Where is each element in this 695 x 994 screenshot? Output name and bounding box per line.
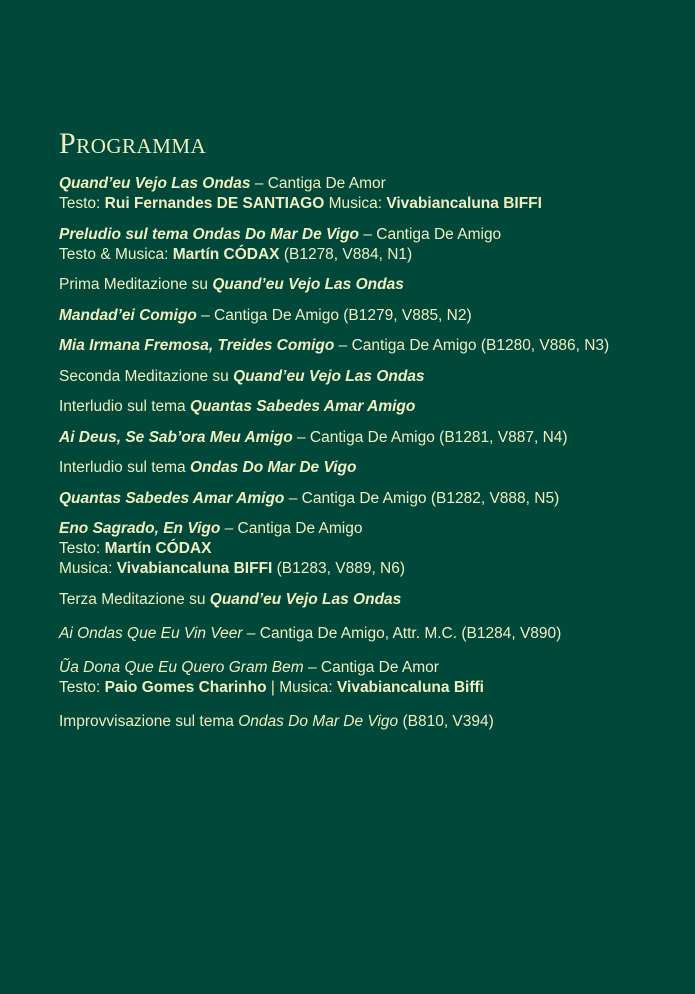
text-segment: Testo: <box>59 678 105 696</box>
text-segment: Testo: <box>59 540 105 557</box>
program-item-line <box>59 590 679 610</box>
program-item-line <box>59 489 679 509</box>
program-item-line <box>59 174 679 194</box>
program-item <box>59 397 679 417</box>
text-segment: Seconda Meditazione su <box>59 367 234 385</box>
program-item <box>59 367 679 387</box>
program-item <box>59 658 679 698</box>
page-title: Programma <box>59 127 207 160</box>
program-item-line <box>59 245 679 265</box>
program-item <box>59 712 679 732</box>
emphasis-segment: Quantas Sabedes Amar Amigo <box>59 489 285 507</box>
emphasis-segment: Martín CÓDAX <box>104 540 212 557</box>
program-item-line <box>59 397 679 417</box>
program-item-line <box>59 428 679 448</box>
emphasis-segment: Preludio sul tema Ondas Do Mar De Vigo <box>59 225 360 243</box>
program-list <box>59 174 679 732</box>
program-item-line <box>59 519 679 539</box>
program-item <box>59 174 679 214</box>
text-segment: – Cantiga De Amor <box>250 175 386 192</box>
program-item-line <box>59 678 679 698</box>
text-segment: Interludio sul tema <box>59 459 190 476</box>
text-segment: Musica: <box>324 195 387 212</box>
text-segment: Musica: <box>59 560 117 577</box>
text-segment: – Cantiga De Amigo (B1281, V887, N4) <box>292 428 568 446</box>
program-item <box>59 275 679 295</box>
program-item <box>59 428 679 448</box>
text-segment: Improvvisazione sul tema <box>59 712 239 730</box>
program-item <box>59 336 679 356</box>
text-segment: – Cantiga De Amigo (B1279, V885, N2) <box>196 306 472 324</box>
text-segment: – Cantiga De Amor <box>303 658 439 676</box>
program-item-line <box>59 225 679 245</box>
program-item-line <box>59 336 679 356</box>
program-item-line <box>59 458 679 478</box>
text-segment: – Cantiga De Amigo <box>359 225 502 243</box>
program-page <box>59 126 679 742</box>
emphasis-segment: Quand’eu Vejo Las Ondas <box>209 590 402 608</box>
emphasis-segment: Ondas Do Mar De Vigo <box>238 712 399 730</box>
text-segment: | <box>266 678 280 696</box>
text-segment: (B1283, V889, N6) <box>272 560 406 577</box>
emphasis-segment: Quand’eu Vejo Las Ondas <box>212 276 404 293</box>
emphasis-segment: Vivabiancaluna BIFFI <box>116 560 273 577</box>
program-item <box>59 225 679 265</box>
emphasis-segment: Paio Gomes Charinho <box>104 678 267 696</box>
text-segment: Testo: <box>59 195 105 212</box>
program-item <box>59 489 679 509</box>
program-item-line <box>59 275 679 295</box>
emphasis-segment: Quand’eu Vejo Las Ondas <box>59 175 251 192</box>
text-segment: – Cantiga De Amigo <box>220 520 363 537</box>
emphasis-segment: Vivabiancaluna Biffi <box>336 678 484 696</box>
text-segment: – Cantiga De Amigo (B1280, V886, N3) <box>334 337 610 354</box>
text-segment: Prima Meditazione su <box>59 276 213 293</box>
text-segment: Terza Meditazione su <box>59 590 210 608</box>
emphasis-segment: Rui Fernandes DE SANTIAGO <box>104 195 325 212</box>
text-segment: (B810, V394) <box>398 712 494 730</box>
program-item <box>59 624 679 644</box>
program-item-line <box>59 559 679 579</box>
text-segment: (B1278, V884, N1) <box>279 245 413 263</box>
program-item-line <box>59 539 679 559</box>
emphasis-segment: Mandad’ei Comigo <box>59 306 197 324</box>
text-segment: Testo & Musica: <box>59 245 173 263</box>
program-item-line <box>59 367 679 387</box>
emphasis-segment: Mia Irmana Fremosa, Treides Comigo <box>59 337 335 354</box>
emphasis-segment: Quand’eu Vejo Las Ondas <box>233 367 425 385</box>
program-item <box>59 306 679 326</box>
emphasis-segment: Quantas Sabedes Amar Amigo <box>189 398 416 415</box>
program-item <box>59 458 679 478</box>
emphasis-segment: Ai Deus, Se Sab’ora Meu Amigo <box>59 428 293 446</box>
emphasis-segment: Vivabiancaluna BIFFI <box>386 195 542 212</box>
program-item-line <box>59 712 679 732</box>
emphasis-segment: Ũa Dona Que Eu Quero Gram Bem <box>59 658 304 676</box>
program-item-line <box>59 194 679 214</box>
program-item-line <box>59 306 679 326</box>
text-segment: – Cantiga De Amigo, Attr. M.C. (B1284, V890) <box>242 624 562 642</box>
program-item <box>59 519 679 579</box>
text-segment: – Cantiga De Amigo (B1282, V888, N5) <box>284 489 560 507</box>
program-item-line <box>59 658 679 678</box>
text-segment: Musica: <box>279 678 337 696</box>
emphasis-segment: Ondas Do Mar De Vigo <box>189 459 357 476</box>
emphasis-segment: Eno Sagrado, En Vigo <box>59 520 221 537</box>
emphasis-segment: Ai Ondas Que Eu Vin Veer <box>59 624 243 642</box>
emphasis-segment: Martín CÓDAX <box>172 245 280 263</box>
program-item-line <box>59 624 679 644</box>
program-item <box>59 590 679 610</box>
text-segment: Interludio sul tema <box>59 398 190 415</box>
